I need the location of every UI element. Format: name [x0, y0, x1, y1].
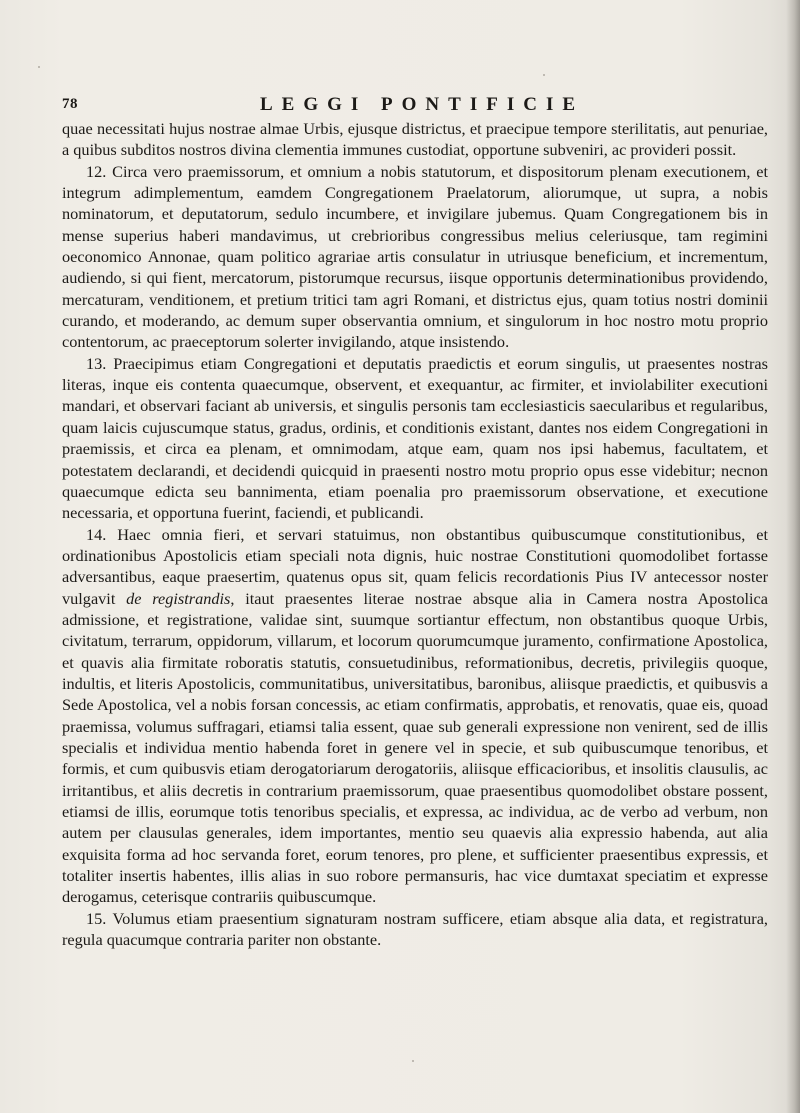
paragraph-14-text-end: , itaut praesentes literae nostrae absque alia in Camera nostra Apostolica admissione, et registratione, validae sint, suumque sortiantur effectum, non obstantibus quoque Urbis, civitatum, terrarum, oppidorum, villarum, et locorum quorumcumque juramento, confirmatione Apostolica, et quavis alia firmitate roboratis statutis, consuetudinibus, reformationibus, decretis, privilegiis quoque, indultis, et literis Apostolicis, communitatibus, universitatibus, baronibus, aliisque praedictis, et quibusvis a Sede Apostolica, vel a nobis forsan concessis, ac etiam confirmatis, approbatis, et renovatis, quae eis, quoad praemissa, volumus suffragari, etiamsi talia essent, quae sub generali expressione non venirent, sed de illis specialis et individua mentio habenda foret in genere vel in specie, et sub quibuscumque tenoribus, et formis, et cum quibusvis etiam derogatoriarum derogatoriis, aliisque efficacioribus, et insolitis clausulis, ac irritantibus, et aliis decretis in contrarium praemissorum, quae praesentibus quomodolibet obstare possent, etiamsi de illis, eorumque totis tenoribus specialis, et expressa, ac individua, ac de verbo ad verbum, non autem per clausulas generales, idem importantes, mentio seu quaevis alia expressio habenda, aut alia exquisita forma ad hoc servanda foret, eorum tenores, pro plene, et sufficienter praesentibus expressis, et totaliter insertis habentes, illis alias in suo robore permansuris, hac vice dumtaxat speciatim et expresse derogamus, ceterisque contrariis quibuscumque. [62, 588, 768, 907]
paragraph-12: 12. Circa vero praemissorum, et omnium a nobis statutorum, et dispositorum plenam executionem, et integrum adimplementum, eamdem Congregationem Praelatorum, aliorumque, ut supra, a nobis nominatorum, et deputatorum, sedulo incumbere, et invigilare jubemus. Quam Congregationem bis in mense superius haberi mandavimus, ut crebrioribus congressibus melius celeriusque, tam regimini oeconomico Annonae, quam politico agrariae artis consulatur in utriusque beneficium, et incrementum, audiendo, si qui fient, mercatorum, pistorumque recursus, iisque opportunis determinationibus providendo, mercaturam, venditionem, et pretium tritici tam agri Romani, et districtus ejus, quam totius nostri dominii curando, et moderando, ac demum super observantia omnium, et singulorum in hoc nostro motu proprio contentorum, ac praeceptorum solerter invigilando, atque insistendo. [62, 161, 768, 352]
running-title: LEGGI PONTIFICIE [260, 94, 585, 115]
page-header [62, 94, 752, 120]
paragraph-14 [62, 524, 768, 908]
paragraph-14-text-start: 14. Haec omnia fieri, et servari statuimus, non obstantibus quibuscumque constitutionibus, et ordinationibus Apostolicis etiam speciali nota dignis, huic nostrae Constitutioni quomodolibet fortasse adversantibus, eaque praesertim, quatenus opus sit, quam felicis recordationis Pius IV antecessor noster vulgavit [62, 524, 768, 608]
page-edge-shadow [786, 0, 800, 1113]
paragraph-11-end: quae necessitati hujus nostrae almae Urbis, ejusque districtus, et praecipue tempore sterilitatis, aut penuriae, a quibus subditos nostros divina clementia immunes custodiat, opportune subveniri, ac provideri possit. [62, 119, 768, 160]
paper-speck [543, 74, 545, 76]
page-number: 78 [62, 96, 78, 112]
paragraph-15: 15. Volumus etiam praesentium signaturam nostram sufficere, etiam absque alia data, et registratura, regula quacumque contraria pariter non obstante. [62, 908, 768, 950]
paragraph-13: 13. Praecipimus etiam Congregationi et deputatis praedictis et eorum singulis, ut praesentes nostras literas, inque eis contenta quaecumque, observent, et exequantur, ac firmiter, et inviolabiliter executioni mandari, et observari faciant ab universis, et singulis personis tam ecclesiasticis saecularibus et regularibus, quam laicis cujuscumque status, gradus, ordinis, et conditionis existant, dantes nos eidem Congregationi in praemissis, et circa ea plenam, et omnimodam, atque eam, quam nos ipsi habemus, facultatem, et potestatem declarandi, et decidendi quicquid in praesenti nostro motu proprio opus esse videbitur; necnon quaecumque edicta seu bannimenta, etiam poenalia pro praemissorum observatione, et executione necessaria, et opportuna fuerint, faciendi, et publicandi. [62, 353, 768, 523]
paper-speck [412, 1060, 414, 1062]
paragraph-14-italic-title: de registrandis [126, 588, 231, 608]
paper-speck [38, 66, 40, 68]
body-text [62, 118, 768, 950]
